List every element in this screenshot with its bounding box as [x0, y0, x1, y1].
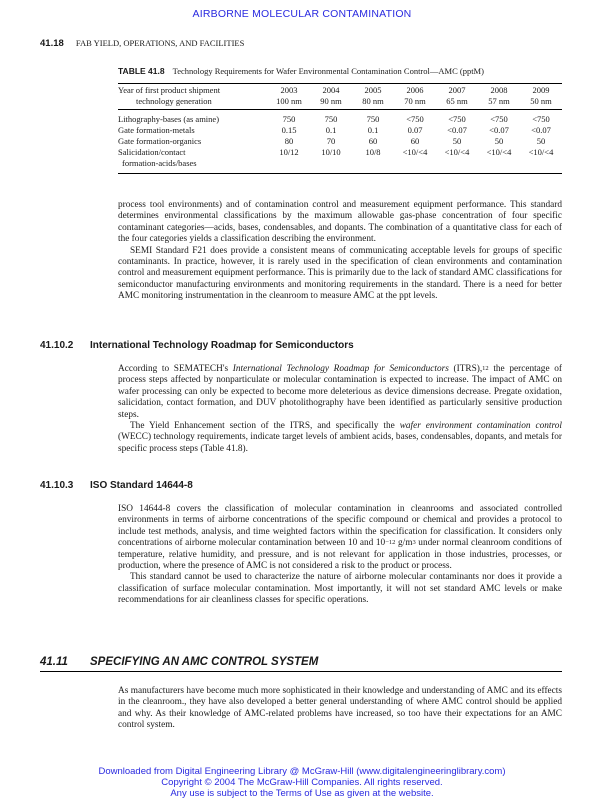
footer-download-link[interactable]: Downloaded from Digital Engineering Library @ McGraw-Hill (www.digitalengineeringlibrary.com): [98, 766, 506, 777]
table-label: TABLE 41.8: [118, 66, 165, 76]
header-col-2: 2004 90 nm: [320, 85, 342, 106]
iso-paragraph-1: ISO 14644-8 covers the classification of molecular contamination in cleanrooms and associated controlled environments in terms of airborne concentrations of the specific compound or chemical and provides a protocol to include test methods, analysis, and time weighted factors within the specification for classification. It considers only concentrations of airborne molecular contamination between 10 and $10^{-12}$ $g/m^3$ under normal cleanroom conditions of temperature, relative humidity, and pressure, and is not relevant for application in those industries, processes, or production, where the presence of AMC is not considered a risk to the product or process.: [118, 504, 562, 572]
chapter-title: FAB YIELD, OPERATIONS, AND FACILITIES: [75, 38, 245, 48]
itrs-paragraph-1: According to SEMATECH's International Technology Roadmap for Semiconductors (ITRS),$^{12}$ the percentage of process steps affected by nonparticulate or molecular contamination is expected to increase. The impact of AMC on wafer processing can only be expected to become more deleterious as device dimensions decrease. Pregate oxidation, salicidation, contact formation, and DUV photolithography have been identified as particularly sensitive production steps.: [118, 364, 562, 420]
table-cell: <10/<4: [486, 147, 512, 157]
table-cell: <10/<4: [444, 147, 470, 157]
header-col-7: 2009 50 nm: [530, 85, 552, 106]
table-cell: 0.15: [281, 125, 297, 135]
intro-paragraph-1: process tool environments) and of contamination control and measurement equipment performance. This standard determines environmental classifications by the maximum allowable gas-phase concentration of four specific contaminant categories—acids, bases, condensables, and dopants. The combination of a quantitative class for each of the four categories yields a classification describing the environment.: [118, 200, 562, 245]
row-label-line2: formation-acids/bases: [122, 158, 197, 168]
footer-copyright: Copyright © 2004 The McGraw-Hill Companies. All rights reserved.: [161, 777, 443, 788]
table-cell: <0.07: [489, 125, 509, 135]
table-cell: 70: [326, 136, 336, 146]
table-caption: [118, 66, 562, 76]
section-heading-41-11: [40, 656, 562, 672]
section-heading-41-10-3: [40, 480, 193, 491]
section-title: SPECIFYING AN AMC CONTROL SYSTEM: [90, 656, 319, 668]
table-cell: 10/12: [279, 147, 299, 157]
table-caption-text: Technology Requirements for Wafer Environmental Contamination Control—AMC (pptM): [172, 66, 484, 76]
download-footer: [0, 766, 604, 799]
section-heading-41-10-2: [40, 340, 354, 351]
running-title: AIRBORNE MOLECULAR CONTAMINATION: [192, 8, 412, 20]
header-col-5: 2007 65 nm: [446, 85, 468, 106]
header-col-1: 2003 100 nm: [276, 85, 302, 106]
itrs-paragraph-2: The Yield Enhancement section of the ITRS, and specifically the wafer environment contamination control (WECC) technology requirements, indicate target levels of ambient acids, bases, condensables, dopants, and metals for specific process steps (Table 41.8).: [118, 421, 563, 454]
section-title: International Technology Roadmap for Semiconductors: [90, 340, 354, 351]
table-header-row: [118, 84, 562, 110]
section-number: 41.11: [40, 656, 68, 668]
table-row: [118, 136, 562, 147]
table-cell: 750: [366, 114, 380, 124]
row-label: Lithography-bases (as amine): [118, 114, 220, 124]
requirements-table: [118, 83, 562, 174]
row-label: Gate formation-organics: [118, 136, 202, 146]
table-cell: 750: [282, 114, 296, 124]
table-cell: 0.1: [367, 125, 379, 135]
row-label: Gate formation-metals: [118, 125, 195, 135]
footer-terms: Any use is subject to the Terms of Use as given at the website.: [170, 788, 434, 799]
table-cell: <750: [448, 114, 466, 124]
section-41-10-3-text: [118, 504, 562, 607]
table-cell: 50: [536, 136, 546, 146]
table-row: [118, 147, 562, 174]
header-col-3: 2005 80 nm: [362, 85, 384, 106]
table-cell: <750: [406, 114, 424, 124]
section-41-10-2-text: [118, 364, 562, 455]
table-cell: <750: [490, 114, 508, 124]
iso-paragraph-2: This standard cannot be used to characterize the nature of airborne molecular contaminants nor does it provide a classification of surface molecular contamination. Most importantly, it will not set standard AMC levels or make recommendations for air cleanliness classes for specific operations.: [118, 572, 562, 606]
header-year-label: Year of first product shipment: [118, 85, 221, 95]
table-cell: 60: [368, 136, 378, 146]
table-41-8: [118, 66, 562, 174]
table-cell: 80: [284, 136, 294, 146]
table-cell: 50: [494, 136, 504, 146]
table-cell: 60: [410, 136, 420, 146]
page-header: [40, 38, 244, 49]
table-cell: <0.07: [447, 125, 467, 135]
header-col-6: 2008 57 nm: [488, 85, 510, 106]
page-number: 41.18: [40, 38, 64, 49]
table-cell: <10/<4: [402, 147, 428, 157]
table-cell: <750: [532, 114, 550, 124]
section-number: 41.10.2: [40, 340, 74, 351]
table-cell: 10/10: [321, 147, 341, 157]
table-cell: 750: [324, 114, 338, 124]
header-col-4: 2006 70 nm: [404, 85, 426, 106]
intro-text: [118, 200, 562, 303]
table-row: [118, 110, 562, 126]
table-cell: 0.1: [325, 125, 337, 135]
table-row: [118, 125, 562, 136]
row-label-line1: Salicidation/contact: [118, 147, 186, 157]
intro-paragraph-2: SEMI Standard F21 does provide a consistent means of communicating acceptable levels for groups of specific contaminants. In practice, however, it is rarely used in the specification of clean environments and contamination control and measurement equipment performance. This is primarily due to the lack of standard AMC classifications for semiconductor manufacturing environments and monitoring requirements in the standard. There is a need for better AMC monitoring instrumentation in the cleanroom to measure AMC at the ppt levels.: [118, 245, 562, 302]
table-cell: 50: [452, 136, 462, 146]
table-cell: 10/8: [365, 147, 381, 157]
table-cell: <0.07: [531, 125, 551, 135]
section-41-11-text: [118, 686, 562, 732]
section-number: 41.10.3: [40, 480, 74, 491]
table-cell: <10/<4: [528, 147, 554, 157]
header-label-cell: [118, 84, 268, 110]
section-title: ISO Standard 14644-8: [90, 480, 193, 491]
row-label: [118, 147, 268, 174]
header-generation-label: technology generation: [136, 96, 212, 106]
table-cell: 0.07: [407, 125, 423, 135]
amc-control-paragraph: As manufacturers have become much more sophisticated in their knowledge and understanding of AMC and its effects in the cleanroom., they have also developed a better general understanding of where AMC control should be applied and why. As their knowledge of AMC-related problems have increased, so too have their expectations for an AMC control system.: [118, 686, 562, 731]
